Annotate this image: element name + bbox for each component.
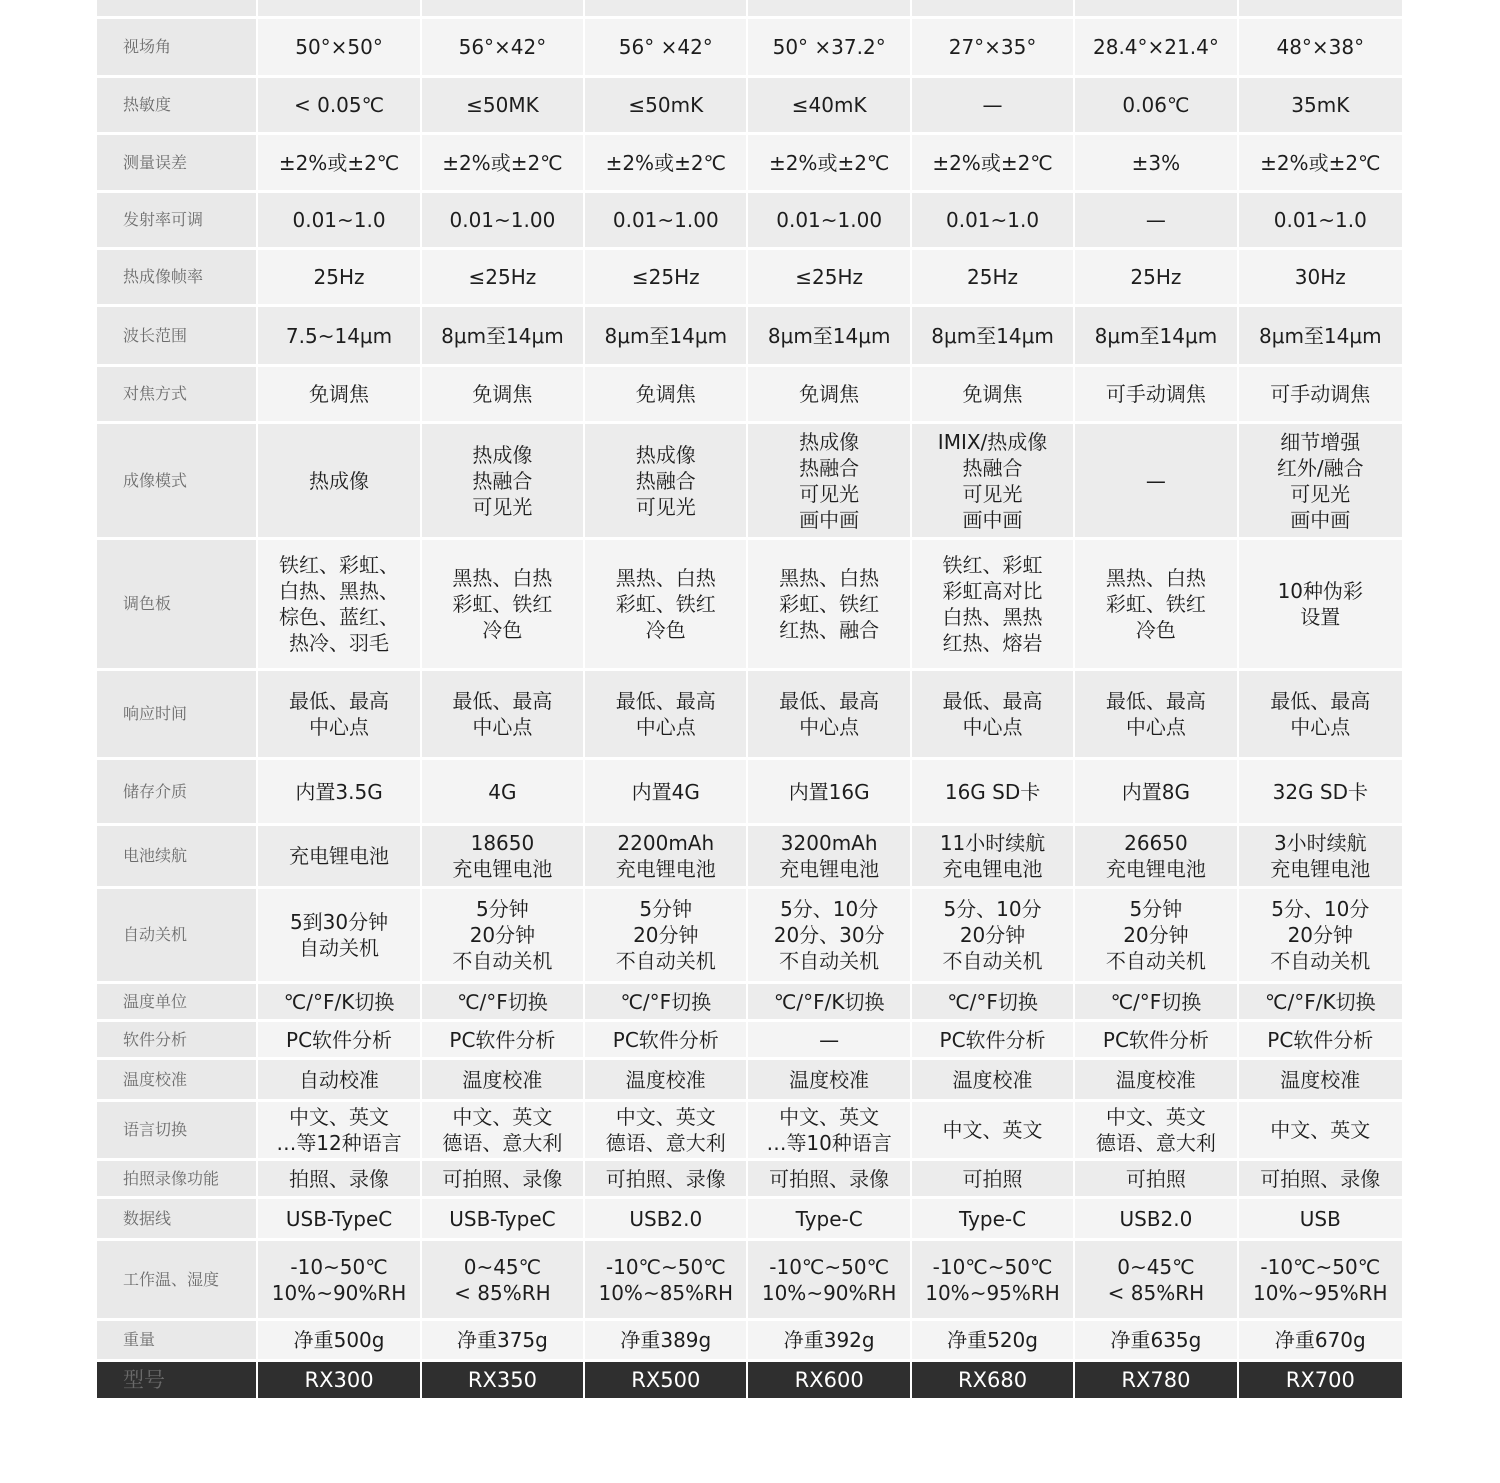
spec-value-cell: 25Hz — [912, 250, 1075, 307]
spec-value-cell: IMIX/热成像 热融合 可见光 画中画 — [912, 424, 1075, 540]
spec-value-cell: 免调焦 — [748, 367, 911, 424]
spec-value-cell: 铁红、彩虹、 白热、黑热、 棕色、蓝红、 热冷、羽毛 — [258, 540, 421, 671]
spec-value-cell: ≤25Hz — [422, 250, 585, 307]
spec-value-cell: 最低、最高 中心点 — [422, 671, 585, 760]
spec-value-cell: ±2%或±2℃ — [1239, 135, 1402, 193]
spec-row — [97, 1022, 1402, 1060]
spec-value-cell: 最低、最高 中心点 — [258, 671, 421, 760]
spec-value-cell: ℃/°F切换 — [585, 984, 748, 1022]
spec-value-cell: 0.01~1.00 — [585, 193, 748, 250]
spec-value-cell: ℃/°F切换 — [422, 984, 585, 1022]
spec-value-cell: 50°×50° — [258, 19, 421, 78]
spec-value-cell: 27°×35° — [912, 19, 1075, 78]
spec-value-cell: 温度校准 — [912, 1060, 1075, 1102]
spec-value-cell: 黑热、白热 彩虹、铁红 冷色 — [585, 540, 748, 671]
spec-value-cell: 8μm至14μm — [1239, 307, 1402, 367]
spec-value-cell: 中文、英文 德语、意大利 — [585, 1102, 748, 1161]
spec-value-cell: — — [1075, 193, 1238, 250]
spec-value-cell: ±3% — [1075, 135, 1238, 193]
spec-value-cell — [258, 0, 421, 19]
spec-label — [97, 0, 258, 19]
spec-value-cell: 黑热、白热 彩虹、铁红 冷色 — [422, 540, 585, 671]
spec-value-cell: 热成像 热融合 可见光 — [422, 424, 585, 540]
spec-value-cell: 热成像 — [258, 424, 421, 540]
spec-value-cell: 11小时续航 充电锂电池 — [912, 826, 1075, 889]
spec-value-cell: ±2%或±2℃ — [258, 135, 421, 193]
spec-value-cell: 中文、英文 德语、意大利 — [1075, 1102, 1238, 1161]
spec-value-cell: 0.01~1.0 — [1239, 193, 1402, 250]
spec-row — [97, 1102, 1402, 1161]
spec-value-cell — [422, 0, 585, 19]
spec-value-cell: 内置3.5G — [258, 760, 421, 826]
spec-value-cell: 中文、英文 — [1239, 1102, 1402, 1161]
spec-value-cell: ≤25Hz — [748, 250, 911, 307]
model-row — [97, 1362, 1402, 1398]
spec-value-cell: 中文、英文 德语、意大利 — [422, 1102, 585, 1161]
spec-label: 响应时间 — [97, 671, 258, 760]
spec-value-cell: PC软件分析 — [912, 1022, 1075, 1060]
spec-value-cell: 中文、英文 …等10种语言 — [748, 1102, 911, 1161]
spec-value-cell: 热成像 热融合 可见光 画中画 — [748, 424, 911, 540]
spec-value-cell: 可手动调焦 — [1239, 367, 1402, 424]
spec-row — [97, 826, 1402, 889]
spec-value-cell: PC软件分析 — [422, 1022, 585, 1060]
spec-value-cell: 50° ×37.2° — [748, 19, 911, 78]
spec-row — [97, 984, 1402, 1022]
spec-value-cell: 温度校准 — [422, 1060, 585, 1102]
spec-value-cell: -10℃~50℃ 10%~90%RH — [748, 1241, 911, 1321]
spec-value-cell: PC软件分析 — [1075, 1022, 1238, 1060]
spec-value-cell: 免调焦 — [912, 367, 1075, 424]
spec-value-cell: 最低、最高 中心点 — [912, 671, 1075, 760]
spec-value-cell: 8μm至14μm — [1075, 307, 1238, 367]
spec-row — [97, 367, 1402, 424]
spec-label: 自动关机 — [97, 889, 258, 984]
spec-value-cell: 免调焦 — [258, 367, 421, 424]
spec-value-cell — [585, 0, 748, 19]
spec-value-cell: -10℃~50℃ 10%~95%RH — [1239, 1241, 1402, 1321]
spec-value-cell: 5到30分钟 自动关机 — [258, 889, 421, 984]
spec-label: 热成像帧率 — [97, 250, 258, 307]
spec-value-cell: 48°×38° — [1239, 19, 1402, 78]
spec-label: 语言切换 — [97, 1102, 258, 1161]
spec-value-cell: ≤50mK — [585, 78, 748, 135]
spec-value-cell: ≤40mK — [748, 78, 911, 135]
spec-value-cell: 最低、最高 中心点 — [1239, 671, 1402, 760]
spec-value-cell: ℃/°F/K切换 — [258, 984, 421, 1022]
spec-value-cell: 5分、10分 20分钟 不自动关机 — [912, 889, 1075, 984]
spec-value-cell: ≤25Hz — [585, 250, 748, 307]
spec-label: 工作温、湿度 — [97, 1241, 258, 1321]
spec-value-cell: 最低、最高 中心点 — [585, 671, 748, 760]
spec-value-cell: 0~45℃ < 85%RH — [422, 1241, 585, 1321]
spec-value-cell: 净重389g — [585, 1321, 748, 1362]
spec-value-cell: Type-C — [912, 1199, 1075, 1241]
spec-value-cell: 32G SD卡 — [1239, 760, 1402, 826]
spec-label: 对焦方式 — [97, 367, 258, 424]
spec-value-cell: 内置4G — [585, 760, 748, 826]
spec-value-cell: 净重670g — [1239, 1321, 1402, 1362]
spec-value-cell: 可拍照 — [1075, 1161, 1238, 1199]
spec-value-cell: PC软件分析 — [585, 1022, 748, 1060]
spec-label: 成像模式 — [97, 424, 258, 540]
spec-value-cell: 免调焦 — [585, 367, 748, 424]
spec-value-cell: 30Hz — [1239, 250, 1402, 307]
spec-value-cell: ℃/°F/K切换 — [1239, 984, 1402, 1022]
spec-value-cell: ℃/°F切换 — [912, 984, 1075, 1022]
spec-value-cell: 温度校准 — [1075, 1060, 1238, 1102]
spec-label: 调色板 — [97, 540, 258, 671]
spec-value-cell: 温度校准 — [748, 1060, 911, 1102]
spec-value-cell: 可拍照、录像 — [748, 1161, 911, 1199]
spec-value-cell — [1075, 0, 1238, 19]
spec-row — [97, 760, 1402, 826]
spec-label: 视场角 — [97, 19, 258, 78]
spec-row — [97, 540, 1402, 671]
spec-row — [97, 424, 1402, 540]
spec-value-cell: 56° ×42° — [585, 19, 748, 78]
spec-value-cell — [1239, 0, 1402, 19]
spec-value-cell: — — [748, 1022, 911, 1060]
spec-value-cell: 5分钟 20分钟 不自动关机 — [1075, 889, 1238, 984]
spec-value-cell: 28.4°×21.4° — [1075, 19, 1238, 78]
spec-value-cell: 3小时续航 充电锂电池 — [1239, 826, 1402, 889]
spec-value-cell: Type-C — [748, 1199, 911, 1241]
spec-value-cell: 细节增强 红外/融合 可见光 画中画 — [1239, 424, 1402, 540]
spec-row — [97, 78, 1402, 135]
spec-value-cell: 5分钟 20分钟 不自动关机 — [585, 889, 748, 984]
spec-label: 软件分析 — [97, 1022, 258, 1060]
spec-value-cell: 2200mAh 充电锂电池 — [585, 826, 748, 889]
spec-row — [97, 1060, 1402, 1102]
spec-value-cell: 16G SD卡 — [912, 760, 1075, 826]
spec-value-cell: 温度校准 — [1239, 1060, 1402, 1102]
spec-row — [97, 671, 1402, 760]
spec-value-cell: 4G — [422, 760, 585, 826]
spec-value-cell: 热成像 热融合 可见光 — [585, 424, 748, 540]
spec-value-cell: 净重500g — [258, 1321, 421, 1362]
spec-value-cell: 内置8G — [1075, 760, 1238, 826]
table-top-row — [97, 0, 1402, 19]
spec-value-cell: 8μm至14μm — [748, 307, 911, 367]
spec-value-cell: ±2%或±2℃ — [912, 135, 1075, 193]
spec-value-cell: 7.5~14μm — [258, 307, 421, 367]
model-name-cell: RX300 — [258, 1362, 421, 1398]
spec-value-cell: ℃/°F切换 — [1075, 984, 1238, 1022]
spec-value-cell: USB2.0 — [1075, 1199, 1238, 1241]
spec-value-cell: 25Hz — [1075, 250, 1238, 307]
spec-row — [97, 193, 1402, 250]
model-name-cell: RX500 — [585, 1362, 748, 1398]
spec-value-cell: 5分、10分 20分钟 不自动关机 — [1239, 889, 1402, 984]
spec-value-cell: USB-TypeC — [422, 1199, 585, 1241]
spec-label: 数据线 — [97, 1199, 258, 1241]
spec-label: 储存介质 — [97, 760, 258, 826]
spec-value-cell: ≤50MK — [422, 78, 585, 135]
spec-value-cell: 充电锂电池 — [258, 826, 421, 889]
spec-row — [97, 19, 1402, 78]
spec-row — [97, 1161, 1402, 1199]
spec-value-cell: 26650 充电锂电池 — [1075, 826, 1238, 889]
spec-value-cell: 0.01~1.0 — [258, 193, 421, 250]
spec-comparison-table — [97, 0, 1402, 1398]
spec-value-cell: 最低、最高 中心点 — [748, 671, 911, 760]
spec-value-cell: 可拍照、录像 — [585, 1161, 748, 1199]
spec-label: 重量 — [97, 1321, 258, 1362]
spec-value-cell: ℃/°F/K切换 — [748, 984, 911, 1022]
spec-value-cell: 0.01~1.0 — [912, 193, 1075, 250]
spec-value-cell: 中文、英文 …等12种语言 — [258, 1102, 421, 1161]
spec-value-cell: 内置16G — [748, 760, 911, 826]
spec-value-cell: -10℃~50℃ 10%~85%RH — [585, 1241, 748, 1321]
spec-value-cell: 10种伪彩 设置 — [1239, 540, 1402, 671]
spec-label: 发射率可调 — [97, 193, 258, 250]
spec-value-cell: 8μm至14μm — [422, 307, 585, 367]
spec-value-cell: USB2.0 — [585, 1199, 748, 1241]
spec-value-cell: -10℃~50℃ 10%~95%RH — [912, 1241, 1075, 1321]
spec-value-cell: 净重392g — [748, 1321, 911, 1362]
spec-value-cell: USB-TypeC — [258, 1199, 421, 1241]
spec-value-cell: — — [1075, 424, 1238, 540]
spec-row — [97, 889, 1402, 984]
spec-value-cell: 56°×42° — [422, 19, 585, 78]
spec-value-cell: 3200mAh 充电锂电池 — [748, 826, 911, 889]
spec-value-cell: — — [912, 78, 1075, 135]
spec-value-cell: 0.01~1.00 — [748, 193, 911, 250]
spec-value-cell — [748, 0, 911, 19]
spec-value-cell: 5分钟 20分钟 不自动关机 — [422, 889, 585, 984]
spec-value-cell: ±2%或±2℃ — [422, 135, 585, 193]
model-name-cell: RX780 — [1075, 1362, 1238, 1398]
spec-value-cell: 0.06℃ — [1075, 78, 1238, 135]
spec-value-cell: < 0.05℃ — [258, 78, 421, 135]
spec-table-body — [97, 0, 1402, 1398]
spec-value-cell: 0~45℃ < 85%RH — [1075, 1241, 1238, 1321]
spec-value-cell: 35mK — [1239, 78, 1402, 135]
spec-value-cell: 黑热、白热 彩虹、铁红 红热、融合 — [748, 540, 911, 671]
spec-value-cell: ±2%或±2℃ — [748, 135, 911, 193]
spec-label: 拍照录像功能 — [97, 1161, 258, 1199]
spec-value-cell: 自动校准 — [258, 1060, 421, 1102]
spec-row — [97, 1321, 1402, 1362]
spec-label: 电池续航 — [97, 826, 258, 889]
spec-value-cell: USB — [1239, 1199, 1402, 1241]
spec-label: 波长范围 — [97, 307, 258, 367]
spec-value-cell: 可拍照、录像 — [1239, 1161, 1402, 1199]
spec-value-cell: 免调焦 — [422, 367, 585, 424]
spec-row — [97, 250, 1402, 307]
spec-row — [97, 307, 1402, 367]
spec-value-cell: 黑热、白热 彩虹、铁红 冷色 — [1075, 540, 1238, 671]
spec-value-cell: PC软件分析 — [1239, 1022, 1402, 1060]
spec-value-cell: 25Hz — [258, 250, 421, 307]
model-name-cell: RX700 — [1239, 1362, 1402, 1398]
model-name-cell: RX350 — [422, 1362, 585, 1398]
spec-value-cell: 中文、英文 — [912, 1102, 1075, 1161]
model-name-cell: RX680 — [912, 1362, 1075, 1398]
spec-row — [97, 1241, 1402, 1321]
model-label: 型号 — [97, 1362, 258, 1398]
spec-value-cell: 铁红、彩虹 彩虹高对比 白热、黑热 红热、熔岩 — [912, 540, 1075, 671]
spec-value-cell: PC软件分析 — [258, 1022, 421, 1060]
spec-value-cell: 8μm至14μm — [585, 307, 748, 367]
spec-value-cell: 拍照、录像 — [258, 1161, 421, 1199]
spec-value-cell: 可拍照 — [912, 1161, 1075, 1199]
spec-value-cell: 8μm至14μm — [912, 307, 1075, 367]
spec-value-cell: 可拍照、录像 — [422, 1161, 585, 1199]
spec-value-cell: 净重635g — [1075, 1321, 1238, 1362]
spec-row — [97, 1199, 1402, 1241]
spec-label: 温度校准 — [97, 1060, 258, 1102]
spec-value-cell: 净重520g — [912, 1321, 1075, 1362]
spec-label: 热敏度 — [97, 78, 258, 135]
model-name-cell: RX600 — [748, 1362, 911, 1398]
spec-value-cell: 净重375g — [422, 1321, 585, 1362]
spec-value-cell: ±2%或±2℃ — [585, 135, 748, 193]
spec-label: 温度单位 — [97, 984, 258, 1022]
spec-value-cell: 18650 充电锂电池 — [422, 826, 585, 889]
spec-value-cell: 0.01~1.00 — [422, 193, 585, 250]
spec-value-cell: 最低、最高 中心点 — [1075, 671, 1238, 760]
spec-value-cell — [912, 0, 1075, 19]
spec-label: 测量误差 — [97, 135, 258, 193]
spec-row — [97, 135, 1402, 193]
spec-value-cell: 可手动调焦 — [1075, 367, 1238, 424]
spec-value-cell: 温度校准 — [585, 1060, 748, 1102]
spec-value-cell: 5分、10分 20分、30分 不自动关机 — [748, 889, 911, 984]
spec-value-cell: -10~50℃ 10%~90%RH — [258, 1241, 421, 1321]
